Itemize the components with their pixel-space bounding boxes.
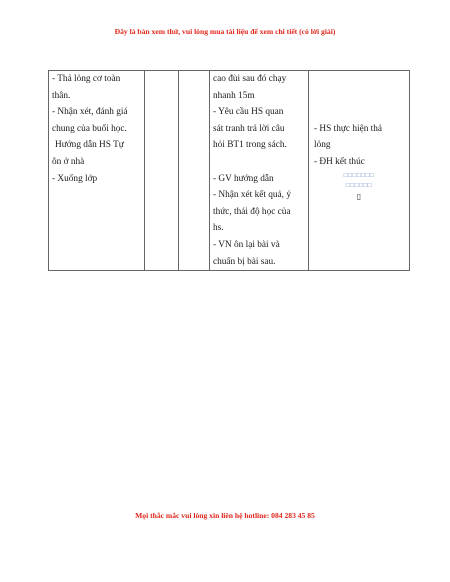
placeholder-glyph-icon: ▯ (356, 191, 362, 201)
teacher-activity-cell (210, 71, 309, 271)
hyperlink[interactable]: □□□□□□□ (343, 171, 375, 179)
blank-line (312, 88, 406, 105)
content-line: - Xuống lớp (52, 173, 98, 184)
content-line: thức, thái độ học của (213, 206, 291, 217)
lesson-plan-table (48, 70, 410, 271)
content-line: - ĐH kết thúc (314, 156, 365, 167)
content-line: ôn ở nhà (52, 156, 85, 167)
student-activity-cell (309, 71, 410, 271)
table-row (49, 71, 410, 271)
content-line: Hướng dẫn HS Tự (55, 140, 124, 151)
content-line: - Nhận xét kết quả, ý (213, 190, 291, 201)
content-line: nhanh 15m (213, 90, 255, 101)
content-line: - VN ôn lại bài và (213, 239, 280, 250)
content-cell (49, 71, 145, 271)
content-line: lỏng (314, 140, 331, 151)
content-line: hs. (213, 223, 224, 234)
blank-line (312, 104, 406, 121)
content-line: sát tranh trả lời câu (213, 123, 285, 134)
content-line: - Nhận xét, đánh giá (52, 107, 128, 118)
content-line: - HS thực hiện thả (314, 123, 383, 134)
quantity-cell (145, 71, 179, 271)
content-line: chuẩn bị bài sau. (213, 256, 276, 267)
content-line: - Thả lỏng cơ toàn (52, 74, 121, 84)
hyperlink[interactable]: □□□□□□ (345, 181, 373, 189)
duration-cell (179, 71, 210, 271)
content-line: - Yêu cầu HS quan (213, 107, 284, 118)
content-line: cao đùi sau đó chạy (213, 74, 287, 84)
content-line: - GV hướng dẫn (213, 173, 274, 184)
blank-line (213, 154, 305, 171)
hotline-notice: Mọi thắc mắc vui lòng xin liên hệ hotline: 084 283 45 85 (135, 511, 315, 520)
content-line: thân. (52, 90, 71, 101)
content-line: hỏi BT1 trong sách. (213, 140, 287, 151)
link-block (312, 171, 406, 203)
preview-notice: Đây là bản xem thử, vui lòng mua tài liệu để xem chi tiết (có lời giải) (114, 27, 336, 36)
content-line: chung của buổi học. (52, 123, 127, 134)
blank-line (312, 71, 406, 88)
